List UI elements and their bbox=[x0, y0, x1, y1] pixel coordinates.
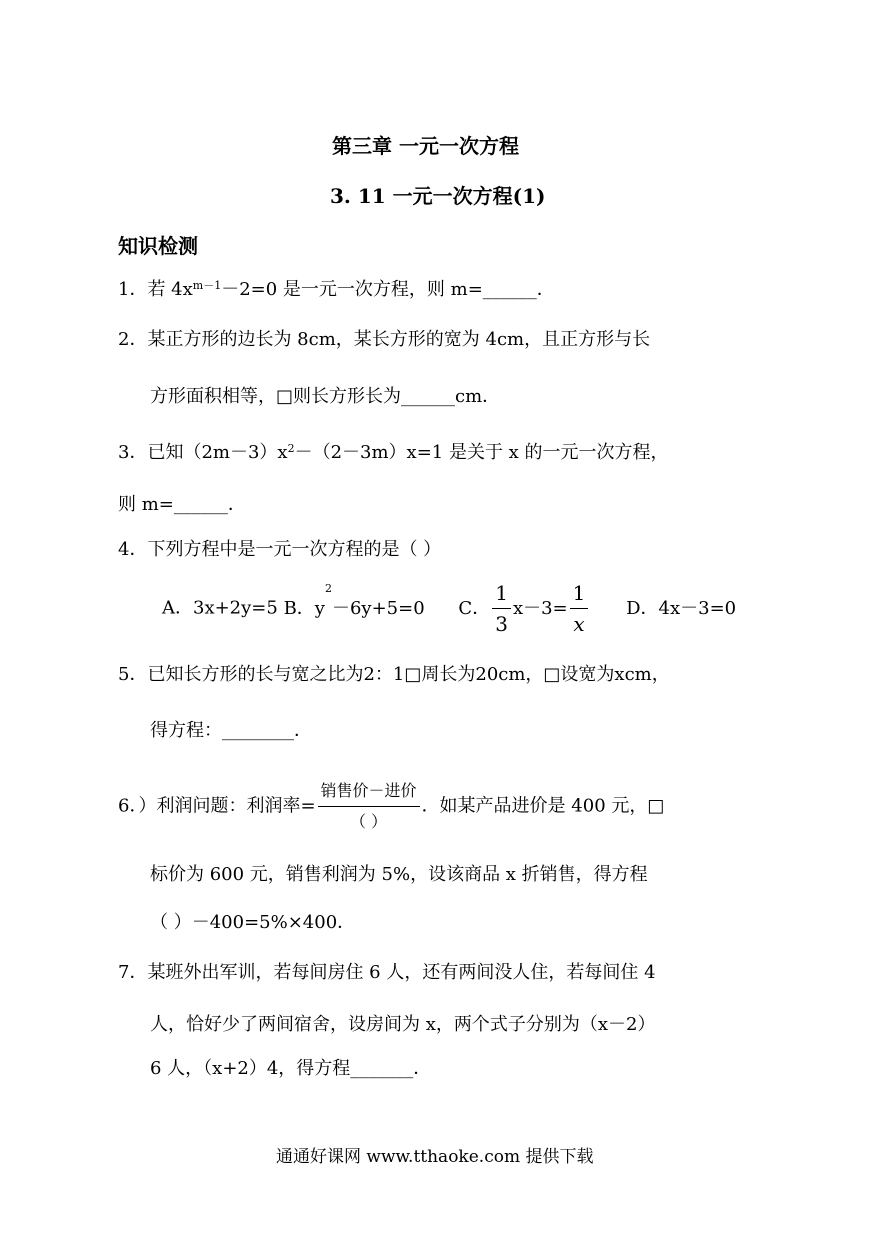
option-b-exponent: 2 bbox=[324, 582, 332, 595]
question-5-line-2: 得方程：________． bbox=[150, 720, 312, 741]
option-a: A．3x+2y=5 bbox=[162, 597, 278, 619]
section-title: 3. 11 一元一次方程(1) bbox=[330, 184, 546, 208]
q3-post: －（2－3m）x=1 是关于 x 的一元一次方程， bbox=[294, 442, 669, 463]
chapter-title: 第三章 一元一次方程 bbox=[332, 134, 519, 158]
option-d: D．4x－3=0 bbox=[626, 597, 737, 619]
option-c: C． $\frac{1}{3}$ x－3= $\frac{1}{x}$ bbox=[458, 598, 596, 619]
question-7-line-1: 7．某班外出军训，若每间房住 6 人，还有两间没人住，若每间住 4 bbox=[118, 962, 656, 983]
q1-exponent: m－1 bbox=[192, 279, 222, 292]
option-c-fraction-2: $\frac{1}{x}$ bbox=[570, 580, 589, 637]
q6-pre: 6．）利润问题：利润率= bbox=[118, 795, 316, 817]
question-7-line-2: 人，恰好少了两间宿舍，设房间为 x，两个式子分别为（x－2） bbox=[150, 1014, 656, 1035]
profit-rate-fraction: $\frac{\text{销售价－进价}}{( )}$ bbox=[318, 778, 420, 835]
question-5-line-1: 5．已知长方形的长与宽之比为2：1□周长为20cm，□设宽为xcm， bbox=[118, 664, 670, 685]
q1-post: －2=0 是一元一次方程，则 m=______． bbox=[221, 279, 555, 300]
q1-pre: 1．若 4x bbox=[118, 279, 193, 300]
section-heading: 知识检测 bbox=[118, 234, 198, 258]
question-4-stem: 4．下列方程中是一元一次方程的是（ ） bbox=[118, 539, 442, 560]
q6-post: ．如某产品进价是 400 元，□ bbox=[421, 795, 665, 817]
question-7-line-3: 6 人，（x+2）4，得方程_______． bbox=[150, 1058, 432, 1079]
q3-pre: 3．已知（2m－3）x bbox=[118, 442, 288, 463]
question-3-line-1 bbox=[118, 440, 669, 466]
option-c-fraction-1: $\frac{1}{3}$ bbox=[492, 580, 511, 637]
question-6-line-2: 标价为 600 元，销售利润为 5%，设该商品 x 折销售，得方程 bbox=[150, 864, 648, 885]
question-4-options bbox=[162, 580, 736, 637]
q3-exponent: 2 bbox=[287, 442, 295, 455]
question-3-line-2: 则 m=______． bbox=[118, 494, 246, 515]
question-1 bbox=[118, 277, 555, 303]
footer-credit: 通通好课网 www.tthaoke.com 提供下载 bbox=[276, 1147, 594, 1167]
question-6-line-1 bbox=[118, 778, 664, 835]
question-6-line-3: （ ）－400=5%×400． bbox=[150, 912, 356, 933]
question-2-line-2: 方形面积相等，□则长方形长为______cm． bbox=[150, 386, 501, 407]
question-2-line-1: 2．某正方形的边长为 8cm，某长方形的宽为 4cm，且正方形与长 bbox=[118, 329, 651, 350]
option-b: B．$y^2-6y+5=0$ bbox=[283, 582, 425, 619]
